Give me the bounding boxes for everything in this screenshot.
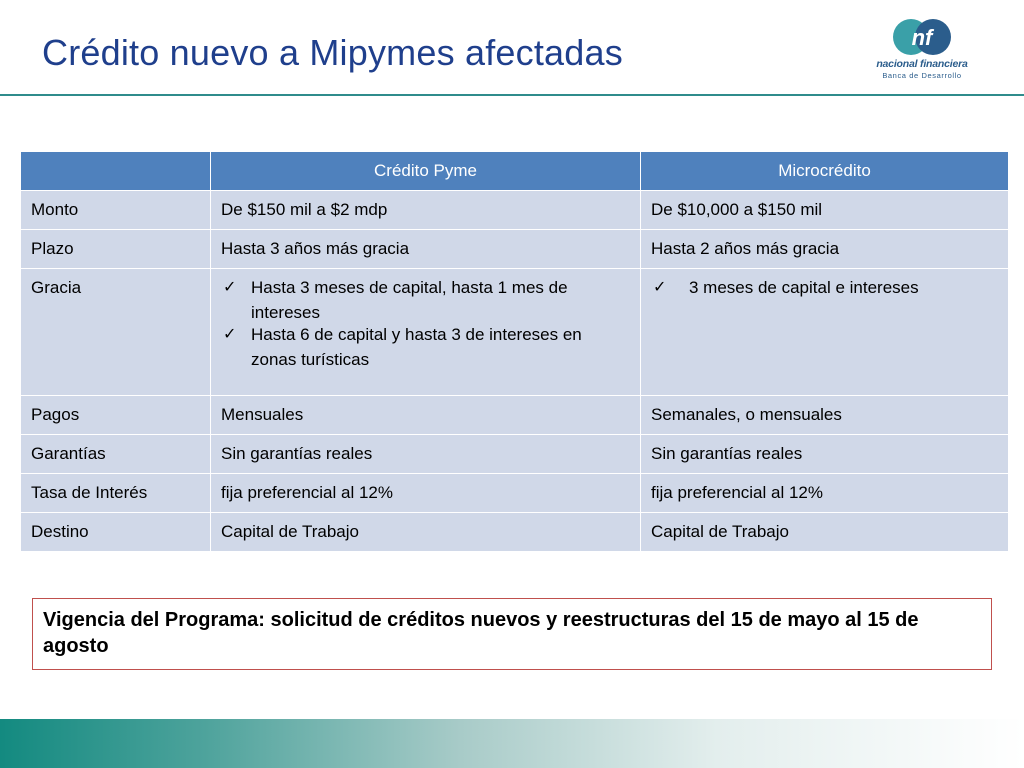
micro-gracia-list — [651, 275, 998, 300]
micro-cell: Hasta 2 años más gracia — [641, 230, 1009, 269]
pyme-gracia-list — [221, 275, 630, 372]
table-row-gracia — [21, 269, 1009, 396]
row-label: Gracia — [21, 269, 211, 396]
row-label: Plazo — [21, 230, 211, 269]
title-divider — [0, 94, 1024, 96]
row-label: Destino — [21, 513, 211, 552]
pyme-cell: Hasta 3 años más gracia — [211, 230, 641, 269]
table-row-pagos — [21, 396, 1009, 435]
header-corner — [21, 152, 211, 191]
list-item — [221, 322, 630, 372]
footer-gradient-band — [0, 719, 1024, 768]
pyme-cell: Capital de Trabajo — [211, 513, 641, 552]
pyme-cell: Sin garantías reales — [211, 435, 641, 474]
checkmark-icon: ✓ — [223, 326, 237, 343]
program-validity-notice: Vigencia del Programa: solicitud de créditos nuevos y reestructuras del 15 de mayo al 15 de agosto — [32, 598, 992, 670]
list-item — [221, 275, 630, 325]
micro-cell — [641, 269, 1009, 396]
nafin-logo-mark-icon — [855, 18, 989, 58]
logo-subtitle: Banca de Desarrollo — [882, 71, 962, 80]
pyme-cell — [211, 269, 641, 396]
table-row-monto — [21, 191, 1009, 230]
micro-cell: De $10,000 a $150 mil — [641, 191, 1009, 230]
header-microcredito: Microcrédito — [641, 152, 1009, 191]
checkmark-icon: ✓ — [653, 279, 667, 296]
list-item-text: Hasta 3 meses de capital, hasta 1 mes de intereses — [251, 278, 568, 322]
header-credito-pyme: Crédito Pyme — [211, 152, 641, 191]
table-row-plazo — [21, 230, 1009, 269]
micro-cell: Semanales, o mensuales — [641, 396, 1009, 435]
table-row-tasa — [21, 474, 1009, 513]
list-item-text: Hasta 6 de capital y hasta 3 de intereses en zonas turísticas — [251, 325, 582, 369]
row-label: Pagos — [21, 396, 211, 435]
logo-name: nacional financiera — [876, 58, 968, 70]
micro-cell: Sin garantías reales — [641, 435, 1009, 474]
list-item — [651, 275, 998, 300]
checkmark-icon: ✓ — [223, 279, 237, 296]
pyme-cell: fija preferencial al 12% — [211, 474, 641, 513]
table-row-destino — [21, 513, 1009, 552]
list-item-text: 3 meses de capital e intereses — [689, 278, 919, 297]
logo-mark-text: nf — [911, 25, 933, 50]
pyme-cell: Mensuales — [211, 396, 641, 435]
table-header-row — [21, 152, 1009, 191]
row-label: Tasa de Interés — [21, 474, 211, 513]
row-label: Garantías — [21, 435, 211, 474]
micro-cell: fija preferencial al 12% — [641, 474, 1009, 513]
micro-cell: Capital de Trabajo — [641, 513, 1009, 552]
row-label: Monto — [21, 191, 211, 230]
slide-title: Crédito nuevo a Mipymes afectadas — [42, 32, 623, 73]
nafin-logo — [855, 18, 995, 82]
table-row-garantias — [21, 435, 1009, 474]
credit-comparison-table — [20, 151, 1009, 552]
pyme-cell: De $150 mil a $2 mdp — [211, 191, 641, 230]
